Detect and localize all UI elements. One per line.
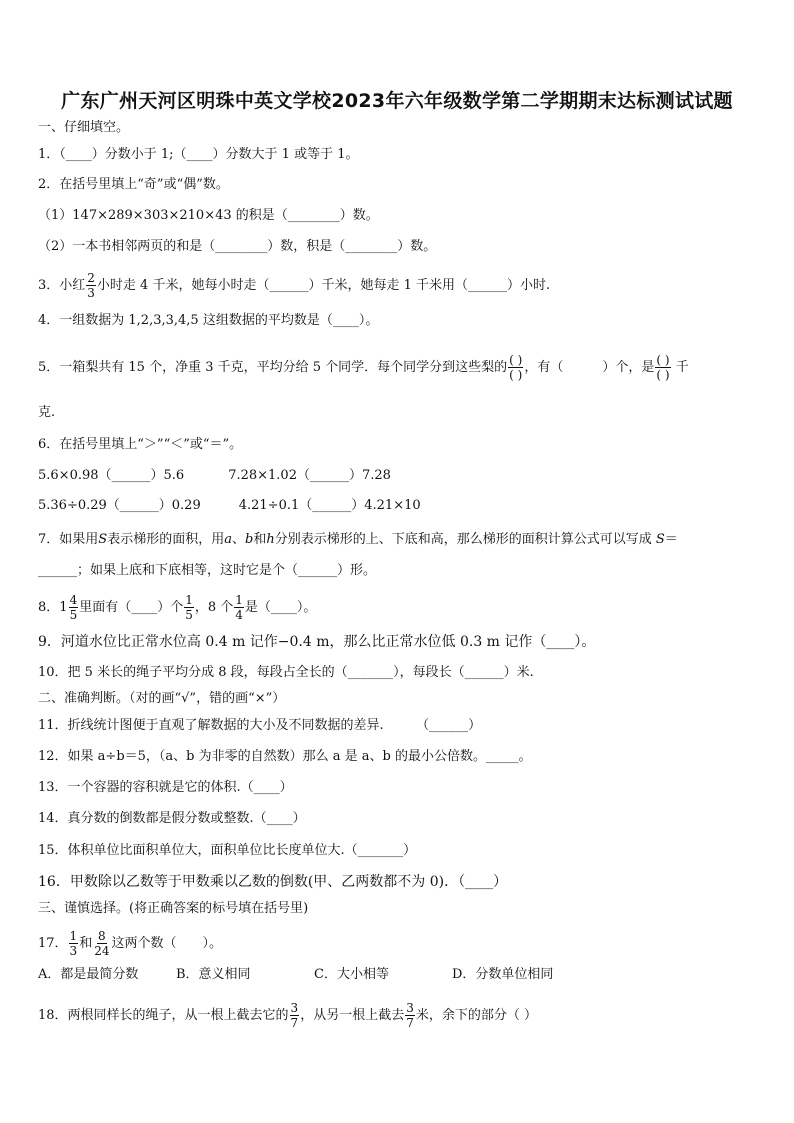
fraction-one-fifth [184, 594, 194, 621]
question-6: 6．在括号里填上“＞”“＜”或“＝”。 [38, 437, 243, 452]
fraction-numerator: 3 [406, 1001, 414, 1015]
fraction-numerator: 4 [69, 593, 78, 607]
fraction-numerator: 1 [185, 593, 193, 607]
fraction-denominator: 5 [69, 608, 78, 622]
question-2-1: （1）147×289×303×210×43 的积是（________）数。 [38, 208, 379, 223]
fraction-blank-2 [655, 354, 670, 381]
option-a: A．都是最简分数 [38, 967, 139, 982]
question-3 [38, 272, 758, 299]
question-18-prefix: 18．两根同样长的绳子，从一根上截去它的 [38, 1008, 289, 1023]
question-8 [38, 594, 758, 621]
question-2: 2．在括号里填上“奇”或“偶”数。 [38, 177, 229, 192]
fraction-numerator: 1 [235, 593, 243, 607]
option-c: C．大小相等 [314, 967, 389, 982]
question-17-text-1: 和 [79, 936, 93, 951]
question-10: 10．把 5 米长的绳子平均分成 8 段，每段占全长的（_______），每段长（______）米. [38, 665, 534, 680]
question-3-text: 小时走 4 千米，她每小时走（______）千米，她每走 1 千米用（______）小时. [96, 278, 551, 293]
question-17-text-2: 这两个数（ ）。 [111, 936, 222, 951]
question-4: 4．一组数据为 1,2,3,3,4,5 这组数据的平均数是（____）。 [38, 313, 379, 328]
section-3-heading: 三、谨慎选择。(将正确答案的标号填在括号里) [38, 901, 309, 916]
question-8-text-2: ，8 个 [194, 600, 234, 615]
question-17-options [38, 966, 758, 984]
var-S: S [98, 532, 108, 547]
var-h: h [266, 532, 275, 547]
question-18 [38, 1002, 758, 1029]
fraction-denominator: 7 [406, 1016, 414, 1030]
question-13: 13．一个容器的容积就是它的体积.（____） [38, 780, 293, 795]
compare-3: 5.36÷0.29（______）0.29 [38, 498, 201, 513]
fraction-one-third [69, 930, 79, 957]
fraction-numerator: 2 [87, 271, 95, 285]
section-1-heading: 一、仔细填空。 [38, 120, 130, 135]
fraction-three-sevenths-1 [290, 1002, 300, 1029]
fraction-denominator: 3 [87, 286, 95, 300]
question-15: 15．体积单位比面积单位大，面积单位比长度单位大.（_______） [38, 843, 417, 858]
question-6-row-1 [38, 467, 758, 485]
question-7-text-3: 和 [253, 532, 267, 547]
fraction-numerator: ( ) [656, 353, 670, 367]
compare-1: 5.6×0.98（______）5.6 [38, 468, 185, 483]
fraction-numerator: 3 [290, 1001, 299, 1015]
question-7-text-1: 表示梯形的面积，用 [107, 532, 225, 547]
fraction-numerator: 1 [69, 929, 78, 943]
option-b: B．意义相同 [176, 967, 251, 982]
question-9: 9．河道水位比正常水位高 0.4 m 记作−0.4 m，那么比正常水位低 0.3 m 记作（____）。 [38, 634, 596, 650]
page-title: 广东广州天河区明珠中英文学校2023年六年级数学第二学期期末达标测试试题 [61, 90, 733, 112]
fraction-numerator: ( ) [509, 353, 523, 367]
section-2-heading: 二、准确判断。（对的画“√”，错的画“×”） [38, 691, 286, 706]
question-5-suffix: 千 [675, 360, 689, 375]
var-b: b [244, 532, 254, 547]
compare-2: 7.28×1.02（______）7.28 [228, 468, 391, 483]
fraction-denominator: 4 [235, 608, 243, 622]
question-7 [38, 531, 758, 549]
question-14: 14．真分数的倒数都是假分数或整数.（____） [38, 811, 306, 826]
question-8-prefix: 8． [38, 600, 60, 615]
fraction-eight-24ths [93, 930, 110, 957]
equals-sign: ＝ [664, 532, 678, 547]
fraction-denominator: 5 [185, 608, 193, 622]
mixed-whole: 1 [59, 599, 68, 615]
fraction-denominator: ( ) [656, 368, 670, 382]
fraction-three-sevenths-2 [405, 1002, 415, 1029]
fraction-denominator: 7 [290, 1016, 299, 1030]
fraction-one-fourth [234, 594, 244, 621]
question-5-middle: ，有（ ）个，是 [524, 360, 655, 375]
question-18-text-2: 米，余下的部分（ ） [415, 1008, 537, 1023]
question-17 [38, 930, 758, 957]
question-1: 1．（____）分数小于 1;（____）分数大于 1 或等于 1。 [38, 147, 359, 162]
fraction-four-fifths [69, 594, 79, 621]
var-a: a [224, 532, 232, 547]
question-16: 16．甲数除以乙数等于甲数乘以乙数的倒数(甲、乙两数都不为 0)．（____） [38, 874, 508, 890]
mixed-number [59, 594, 79, 621]
fraction-numerator: 8 [98, 929, 106, 943]
fraction-denominator: 3 [69, 944, 78, 958]
question-12: 12．如果 a÷b＝5，（a、b 为非零的自然数）那么 a 是 a、b 的最小公倍数。_____。 [38, 749, 532, 764]
question-7-text-4: 分别表示梯形的上、下底和高，那么梯形的面积计算公式可以写成 [274, 532, 652, 547]
fraction-two-thirds [86, 272, 96, 299]
question-8-text-3: 是（____）。 [244, 600, 317, 615]
question-5-prefix: 5．一箱梨共有 15 个，净重 3 千克，平均分给 5 个同学．每个同学分到这些梨的 [38, 360, 508, 375]
question-5 [38, 354, 758, 381]
question-17-prefix: 17． [38, 936, 68, 951]
question-3-prefix: 3．小红 [38, 278, 86, 293]
question-8-text-1: 里面有（____）个 [79, 600, 184, 615]
question-5-continued: 克. [38, 405, 56, 420]
question-18-text-1: ，从另一根上截去 [300, 1008, 405, 1023]
question-2-2: （2）一本书相邻两页的和是（________）数，积是（________）数。 [38, 239, 437, 254]
question-11: 11．折线统计图便于直观了解数据的大小及不同数据的差异. （______） [38, 718, 482, 733]
question-7-prefix: 7．如果用 [38, 532, 99, 547]
option-d: D．分数单位相同 [452, 967, 554, 982]
compare-4: 4.21÷0.1（______）4.21×10 [238, 498, 421, 513]
var-S-2: S [655, 532, 665, 547]
fraction-denominator: ( ) [509, 368, 523, 382]
fraction-denominator: 24 [94, 944, 110, 958]
fraction-blank-1 [508, 354, 523, 381]
question-7-text-2: 、 [231, 532, 245, 547]
question-6-row-2 [38, 497, 758, 515]
question-7-continued: ______；如果上底和下底相等，这时它是个（______）形。 [38, 563, 377, 578]
